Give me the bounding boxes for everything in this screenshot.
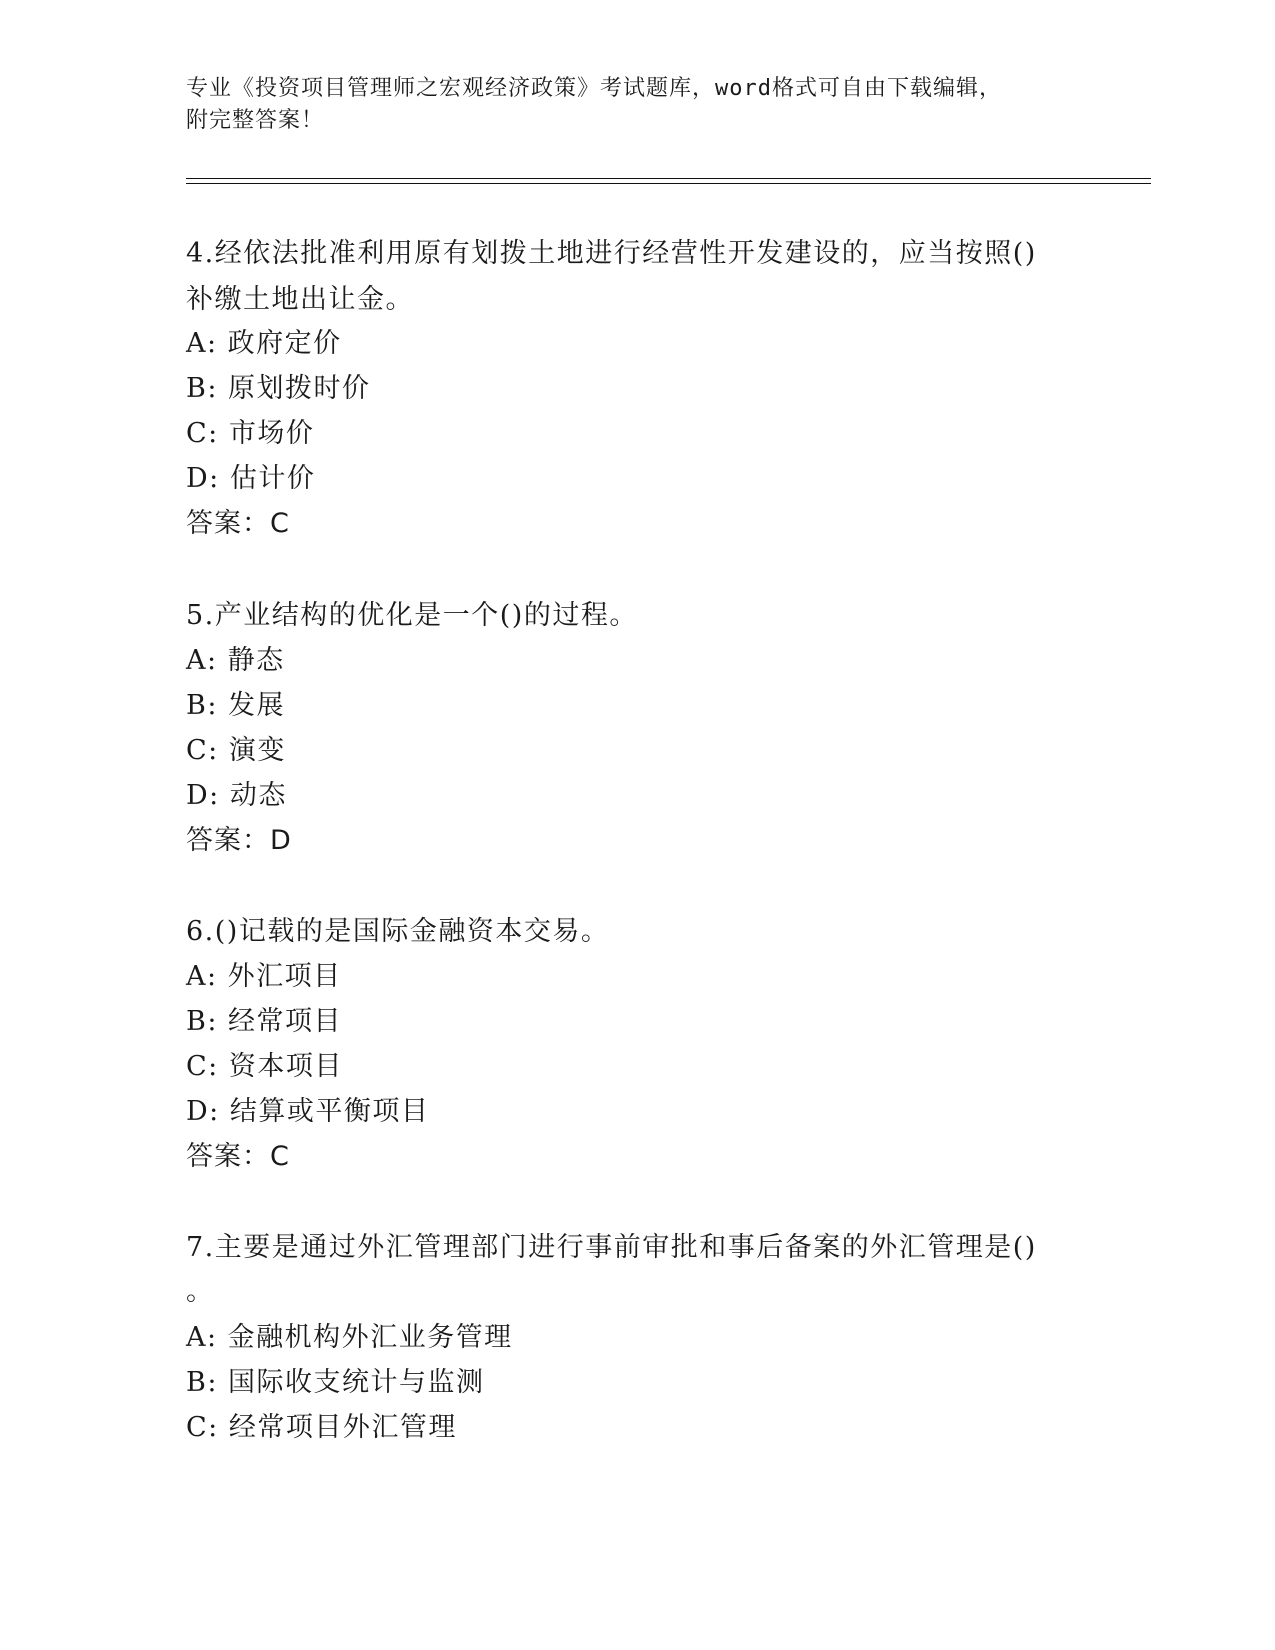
question-5-option-c: C: 演变 <box>186 735 286 766</box>
question-6-option-d: D: 结算或平衡项目 <box>186 1096 430 1127</box>
question-5-option-a: A: 静态 <box>186 645 285 676</box>
question-4-answer: 答案：C <box>186 508 290 539</box>
question-4-option-a: A: 政府定价 <box>186 328 342 359</box>
question-5-answer: 答案：D <box>186 825 292 856</box>
header-divider-top <box>186 178 1151 179</box>
question-6-option-a: A: 外汇项目 <box>186 961 342 992</box>
question-6-stem: 6.()记载的是国际金融资本交易。 <box>186 916 610 947</box>
question-5-stem: 5.产业结构的优化是一个()的过程。 <box>186 600 638 631</box>
question-6-option-b: B: 经常项目 <box>186 1006 343 1037</box>
question-4-option-b: B: 原划拨时价 <box>186 373 371 404</box>
question-4-stem-line-2: 补缴土地出让金。 <box>186 284 414 315</box>
question-7-option-c: C: 经常项目外汇管理 <box>186 1412 457 1443</box>
question-6-option-c: C: 资本项目 <box>186 1051 343 1082</box>
question-7-option-b: B: 国际收支统计与监测 <box>186 1367 485 1398</box>
question-6-answer: 答案：C <box>186 1141 290 1172</box>
question-4-stem-line-1: 4.经依法批准利用原有划拨土地进行经营性开发建设的，应当按照() <box>186 238 1037 269</box>
header-divider-bottom <box>186 183 1151 184</box>
header-line-1: 专业《投资项目管理师之宏观经济政策》考试题库，word格式可自由下载编辑， <box>186 76 1002 101</box>
question-5-option-b: B: 发展 <box>186 690 286 721</box>
header-line-2: 附完整答案！ <box>186 108 325 133</box>
question-5-option-d: D: 动态 <box>186 780 287 811</box>
document-header <box>186 73 1086 137</box>
question-4-option-c: C: 市场价 <box>186 418 315 449</box>
question-7-option-a: A: 金融机构外汇业务管理 <box>186 1322 513 1353</box>
question-4-option-d: D: 估计价 <box>186 463 316 494</box>
question-7-stem-line-1: 7.主要是通过外汇管理部门进行事前审批和事后备案的外汇管理是() <box>186 1232 1037 1263</box>
question-7-stem-line-2: 。 <box>186 1276 215 1307</box>
